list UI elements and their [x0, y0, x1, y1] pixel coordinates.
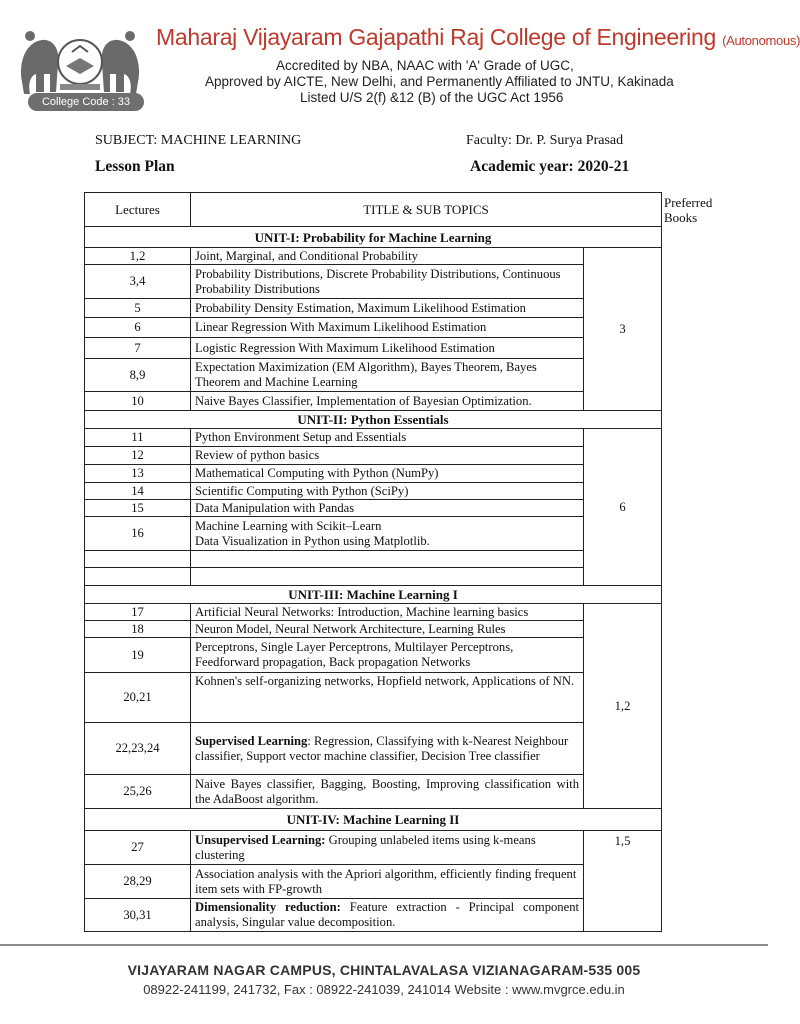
- topic-text: Joint, Marginal, and Conditional Probability: [191, 248, 584, 265]
- table-row: [85, 723, 662, 775]
- college-name: [156, 24, 800, 51]
- college-code-badge: College Code : 33: [28, 93, 144, 111]
- table-row: [85, 318, 662, 338]
- lesson-plan-table: [84, 192, 713, 227]
- footer-divider: [0, 944, 768, 946]
- topic-text: Neuron Model, Neural Network Architecture, Learning Rules: [191, 621, 584, 638]
- lecture-number: 6: [85, 318, 191, 338]
- topic-text: Mathematical Computing with Python (NumPy): [191, 465, 584, 483]
- topic-text: [191, 831, 584, 865]
- lecture-number: 22,23,24: [85, 723, 191, 775]
- empty-row: [85, 568, 662, 586]
- lecture-number: 8,9: [85, 359, 191, 392]
- lecture-number: 18: [85, 621, 191, 638]
- unit-header-row: [85, 586, 662, 604]
- lecture-number: 17: [85, 604, 191, 621]
- table-row: [85, 465, 662, 483]
- topic-text: Review of python basics: [191, 447, 584, 465]
- table-row: [85, 483, 662, 500]
- table-row: [85, 338, 662, 359]
- college-name-text: Maharaj Vijayaram Gajapathi Raj College of Engineering: [156, 24, 716, 50]
- topic-text: Python Environment Setup and Essentials: [191, 429, 584, 447]
- lecture-number: 3,4: [85, 265, 191, 299]
- topic-bold-lead: Supervised Learning: [195, 733, 308, 748]
- topic-text: Data Manipulation with Pandas: [191, 500, 584, 517]
- preferred-books: 3: [584, 248, 662, 411]
- table-row: [85, 392, 662, 411]
- lecture-number: 12: [85, 447, 191, 465]
- topic-text: Association analysis with the Apriori algorithm, efficiently finding frequent item sets with FP-growth: [191, 865, 584, 899]
- empty-cell: [85, 551, 191, 568]
- lecture-number: 20,21: [85, 673, 191, 723]
- lecture-number: 5: [85, 299, 191, 318]
- lecture-number: 27: [85, 831, 191, 865]
- faculty-label: Faculty: Dr. P. Surya Prasad: [466, 133, 624, 148]
- table-row: [85, 265, 662, 299]
- topic-line: Machine Learning with Scikit–Learn: [195, 518, 382, 533]
- topic-bold-lead: Dimensionality reduction:: [195, 900, 341, 914]
- table-row: [85, 248, 662, 265]
- preferred-books: 1,5: [584, 831, 662, 932]
- table-row: [85, 831, 662, 865]
- lecture-number: 13: [85, 465, 191, 483]
- table-row: [85, 899, 662, 932]
- table-row: [85, 447, 662, 465]
- academic-year: Academic year: 2020-21: [470, 158, 630, 175]
- topic-bold-lead: Unsupervised Learning:: [195, 832, 326, 847]
- topic-text: Scientific Computing with Python (SciPy): [191, 483, 584, 500]
- lecture-number: 25,26: [85, 775, 191, 809]
- table-row: [85, 621, 662, 638]
- preferred-books: 6: [584, 429, 662, 586]
- footer-address: VIJAYARAM NAGAR CAMPUS, CHINTALAVALASA VIZIANAGARAM-535 005: [127, 962, 641, 978]
- empty-cell: [191, 568, 584, 586]
- lesson-plan-title: Lesson Plan: [95, 158, 175, 175]
- topic-text: Naive Bayes Classifier, Implementation of Bayesian Optimization.: [191, 392, 584, 411]
- lectures-header: Lectures: [85, 193, 191, 227]
- topic-text: Perceptrons, Single Layer Perceptrons, Multilayer Perceptrons, Feedforward propagation, Back propagation Networks: [191, 638, 584, 673]
- topic-text: Linear Regression With Maximum Likelihood Estimation: [191, 318, 584, 338]
- table-row: [85, 673, 662, 723]
- accreditation-line: Accredited by NBA, NAAC with 'A' Grade of UGC,: [276, 58, 574, 73]
- lecture-number: 11: [85, 429, 191, 447]
- lecture-number: 1,2: [85, 248, 191, 265]
- unit-header-row: [85, 411, 662, 429]
- table-row: [85, 299, 662, 318]
- unit-2-title: UNIT-II: Python Essentials: [85, 411, 662, 429]
- table-row: [85, 865, 662, 899]
- topic-text: [191, 517, 584, 551]
- topic-text: Artificial Neural Networks: Introduction, Machine learning basics: [191, 604, 584, 621]
- autonomous-label: (Autonomous): [722, 33, 800, 48]
- topic-rest: : Regression, Classifying with k-Nearest Neighbour classifier, Support vector machine classifier, Decision Tree classifier: [195, 733, 569, 763]
- lecture-number: 14: [85, 483, 191, 500]
- lecture-number: 16: [85, 517, 191, 551]
- ugc-listing-line: Listed U/S 2(f) &12 (B) of the UGC Act 1956: [300, 90, 564, 105]
- letterhead: [0, 0, 800, 125]
- table-header-row: Lectures TITLE & SUB TOPICS Preferred Books: [85, 193, 662, 227]
- topic-text: Probability Density Estimation, Maximum Likelihood Estimation: [191, 299, 584, 318]
- table-row: [85, 604, 662, 621]
- table-row: [85, 429, 662, 447]
- approval-line: Approved by AICTE, New Delhi, and Permanently Affiliated to JNTU, Kakinada: [205, 74, 674, 89]
- footer-contact: 08922-241199, 241732, Fax : 08922-241039, 241014 Website : www.mvgrce.edu.in: [143, 982, 625, 997]
- topic-text: Expectation Maximization (EM Algorithm), Bayes Theorem, Bayes Theorem and Machine Learning: [191, 359, 584, 392]
- topic-line: Data Visualization in Python using Matplotlib.: [195, 533, 430, 548]
- topic-text: Logistic Regression With Maximum Likelihood Estimation: [191, 338, 584, 359]
- unit-4-title: UNIT-IV: Machine Learning II: [85, 809, 662, 831]
- table-row: [85, 775, 662, 809]
- lecture-number: 30,31: [85, 899, 191, 932]
- lecture-number: 15: [85, 500, 191, 517]
- empty-cell: [191, 551, 584, 568]
- topic-rest: Grouping unlabeled items using k-means clustering: [195, 832, 536, 862]
- lesson-plan-body: [84, 226, 662, 932]
- unit-header-row: [85, 809, 662, 831]
- subject-label: SUBJECT: MACHINE LEARNING: [95, 133, 302, 148]
- topics-header: TITLE & SUB TOPICS: [191, 193, 662, 227]
- table-row: [85, 638, 662, 673]
- topic-rest: Feature extraction - Principal component analysis, Singular value decomposition.: [195, 900, 579, 929]
- empty-cell: [85, 568, 191, 586]
- preferred-books: 1,2: [584, 604, 662, 809]
- empty-row: [85, 551, 662, 568]
- topic-text: Kohnen's self-organizing networks, Hopfield network, Applications of NN.: [191, 673, 584, 723]
- lecture-number: 28,29: [85, 865, 191, 899]
- table-row: [85, 500, 662, 517]
- topic-text: [191, 723, 584, 775]
- topic-text: Probability Distributions, Discrete Probability Distributions, Continuous Probability Distributions: [191, 265, 584, 299]
- topic-text: [191, 899, 584, 932]
- lecture-number: 19: [85, 638, 191, 673]
- unit-3-title: UNIT-III: Machine Learning I: [85, 586, 662, 604]
- lecture-number: 10: [85, 392, 191, 411]
- unit-1-title: UNIT-I: Probability for Machine Learning: [85, 227, 662, 248]
- topic-text: Naive Bayes classifier, Bagging, Boosting, Improving classification with the AdaBoost algorithm.: [191, 775, 584, 809]
- unit-header-row: [85, 227, 662, 248]
- table-row: [85, 359, 662, 392]
- table-row: [85, 517, 662, 551]
- lecture-number: 7: [85, 338, 191, 359]
